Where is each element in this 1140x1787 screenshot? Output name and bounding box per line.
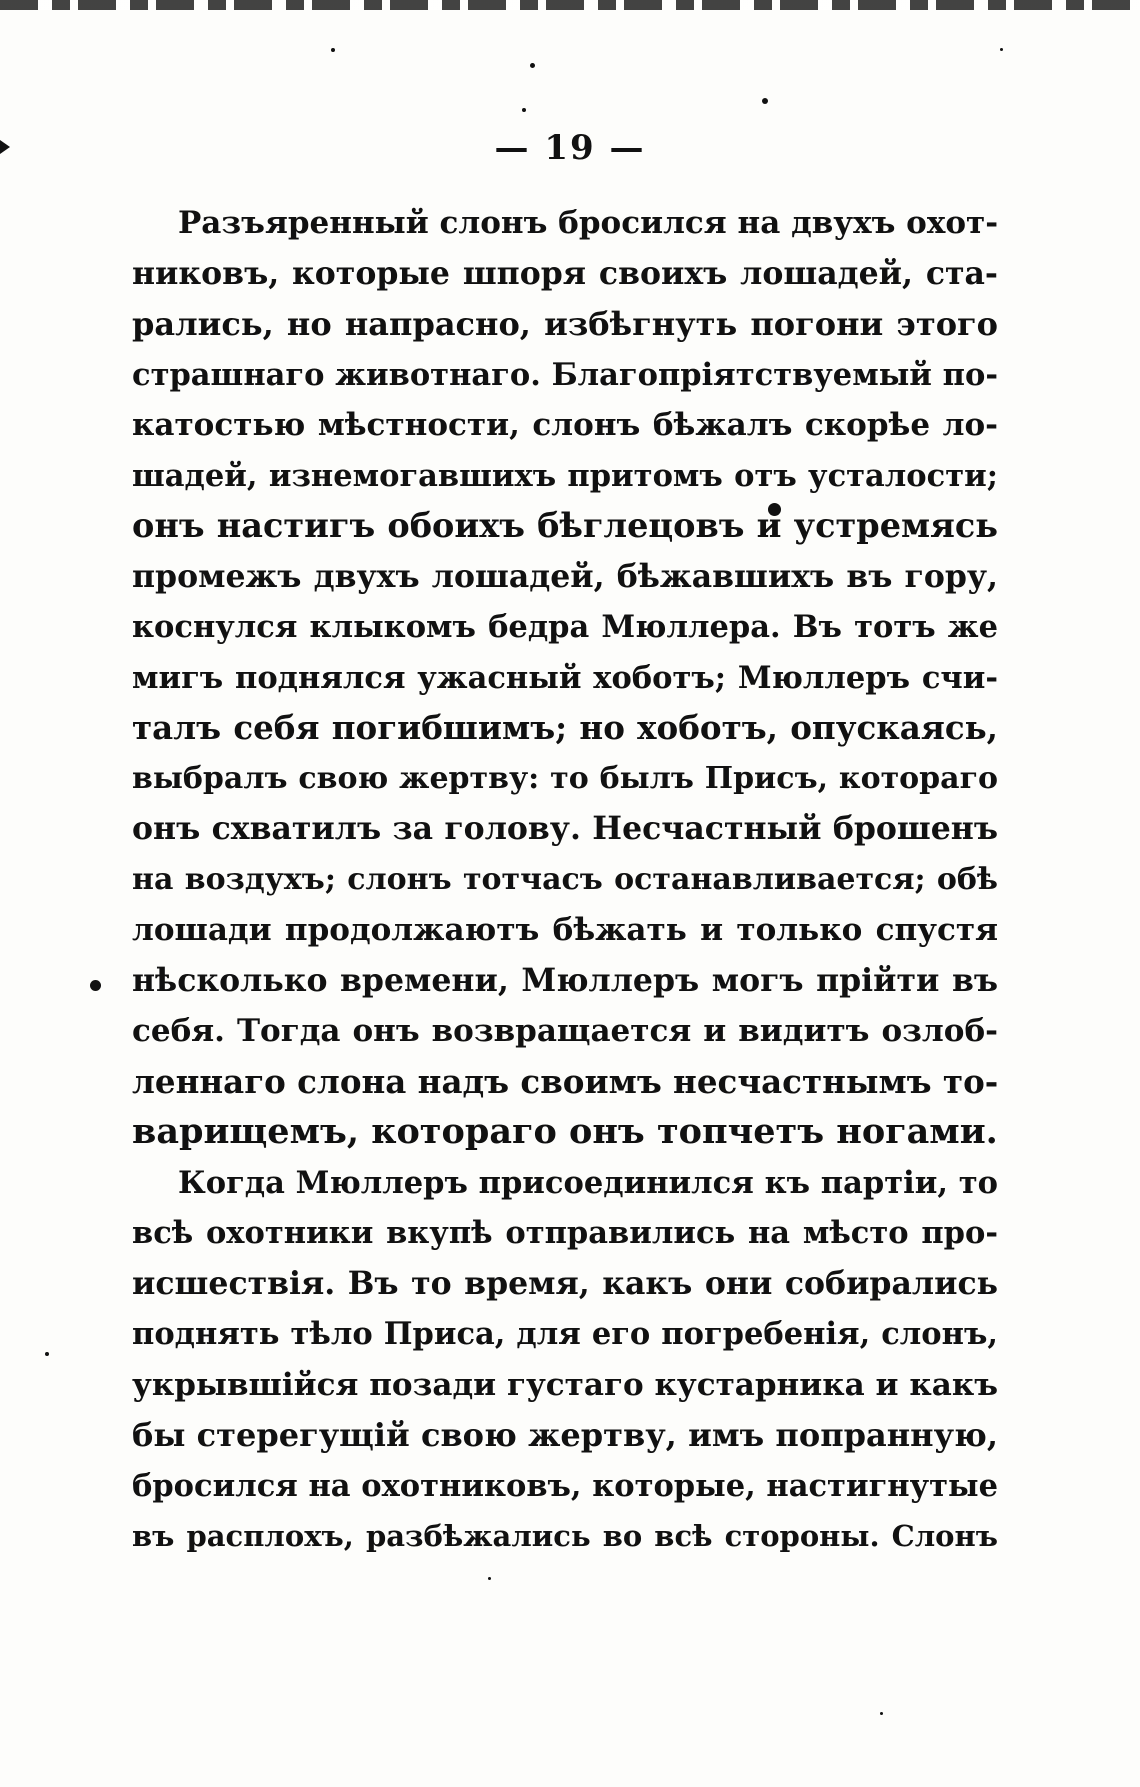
ink-speck [880, 1712, 883, 1715]
text-line: укрывшійся позади густаго кустарника и какъ [132, 1366, 998, 1403]
text-line: себя. Тогда онъ возвращается и видитъ озлоб- [132, 1013, 998, 1049]
text-line: выбралъ свою жертву: то былъ Присъ, котораго [132, 760, 998, 796]
text-line: онъ схватилъ за голову. Несчастный брошенъ [132, 810, 998, 847]
text-line: Разъяренный слонъ бросился на двухъ охот- [178, 205, 999, 241]
page-number: — 19 — [494, 128, 646, 168]
text-line: на воздухъ; слонъ тотчасъ останавливается; обѣ [132, 861, 998, 897]
text-line: рались, но напрасно, избѣгнуть погони этого [132, 305, 998, 343]
ink-speck [488, 1577, 491, 1580]
text-line: въ расплохъ, разбѣжались во всѣ стороны. Слонъ [132, 1519, 998, 1553]
text-line: всѣ охотники вкупѣ отправились на мѣсто про- [132, 1215, 998, 1251]
text-line: онъ настигъ обоихъ бѣглецовъ и устремясь [132, 506, 998, 545]
text-line: бы стерегущій свою жертву, имъ попранную, [132, 1416, 998, 1454]
text-line: Когда Мюллеръ присоединился къ партіи, то [178, 1164, 998, 1201]
page-top-edge [0, 0, 1140, 10]
text-line: варищемъ, котораго онъ топчетъ ногами. [132, 1111, 998, 1152]
ink-blot [90, 980, 101, 991]
text-line: мигъ поднялся ужасный хоботъ; Мюллеръ счи- [132, 659, 998, 696]
ink-speck [1000, 48, 1003, 51]
text-line: нѣсколько времени, Мюллеръ могъ прійти въ [132, 961, 998, 999]
text-line: леннаго слона надъ своимъ несчастнымъ то- [132, 1061, 999, 1101]
ink-speck [762, 98, 768, 104]
text-line: страшнаго животнаго. Благопріятствуемый по- [132, 356, 998, 393]
text-line: катостью мѣстности, слонъ бѣжалъ скорѣе ло- [132, 407, 998, 443]
ink-speck [530, 63, 535, 68]
ink-speck [522, 108, 526, 112]
text-line: лошади продолжаютъ бѣжать и только спустя [132, 912, 998, 948]
text-line: бросился на охотниковъ, которые, настигнутые [132, 1467, 998, 1504]
text-line: исшествія. Въ то время, какъ они собирались [132, 1264, 998, 1302]
text-line: никовъ, которые шпоря своихъ лошадей, ста- [132, 254, 998, 292]
text-line: шадей, изнемогавшихъ притомъ отъ усталости; [132, 457, 998, 494]
ink-speck [45, 1352, 49, 1356]
text-line: талъ себя погибшимъ; но хоботъ, опускаясь, [132, 708, 998, 747]
ink-speck [331, 48, 335, 52]
body-text [132, 198, 998, 1562]
text-line: промежъ двухъ лошадей, бѣжавшихъ въ гору, [132, 557, 998, 595]
text-line: коснулся клыкомъ бедра Мюллера. Въ тотъ же [132, 609, 998, 645]
text-line: поднять тѣло Приса, для его погребенія, слонъ, [132, 1316, 998, 1352]
